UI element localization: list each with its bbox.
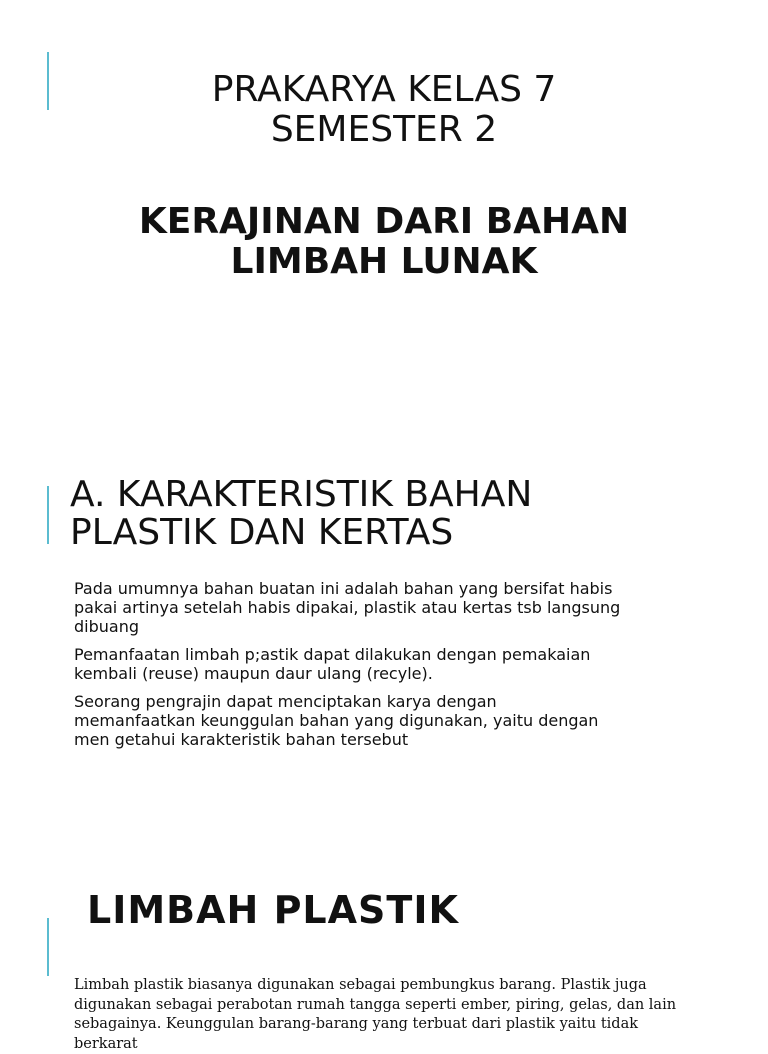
section-body — [74, 976, 694, 1054]
text-line: dibuang — [74, 617, 139, 636]
text-line: sebagainya. Keunggulan barang-barang yang terbuat dari plastik yaitu tidak berkarat — [74, 1016, 638, 1052]
section-body — [74, 579, 714, 758]
section-heading — [70, 476, 730, 552]
paragraph — [74, 579, 714, 636]
subtitle-line: LIMBAH LUNAK — [230, 241, 538, 282]
text-line: Limbah plastik biasanya digunakan sebagai pembungkus barang. Plastik juga — [74, 977, 647, 993]
text-line: Seorang pengrajin dapat menciptakan karya dengan — [74, 692, 497, 711]
subtitle-line: KERAJINAN DARI BAHAN — [138, 201, 630, 242]
accent-bar — [47, 486, 49, 544]
slide-title-heading — [0, 70, 768, 150]
slide-karakteristik — [0, 460, 768, 860]
paragraph — [74, 692, 714, 749]
slide-limbah-plastik — [0, 860, 768, 1052]
text-line: digunakan sebagai perabotan rumah tangga seperti ember, piring, gelas, dan lain — [74, 996, 677, 1013]
heading-line: A. KARAKTERISTIK BAHAN — [70, 474, 533, 515]
heading-line: PLASTIK DAN KERTAS — [70, 512, 454, 553]
text-line: Pemanfaatan limbah p;astik dapat dilakukan dengan pemakaian — [74, 645, 591, 664]
text-line: Pada umumnya bahan buatan ini adalah bahan yang bersifat habis — [74, 579, 613, 598]
paragraph — [74, 645, 714, 683]
slide-subtitle — [0, 202, 768, 282]
text-line: men getahui karakteristik bahan tersebut — [74, 730, 409, 749]
section-heading: LIMBAH PLASTIK — [87, 888, 459, 932]
text-line: memanfaatkan keunggulan bahan yang digunakan, yaitu dengan — [74, 711, 599, 730]
text-line: pakai artinya setelah habis dipakai, plastik atau kertas tsb langsung — [74, 598, 621, 617]
accent-bar — [47, 918, 49, 976]
slide-title — [0, 0, 768, 460]
text-line: kembali (reuse) maupun daur ulang (recyle). — [74, 664, 433, 683]
title-line: SEMESTER 2 — [270, 109, 498, 150]
title-line: PRAKARYA KELAS 7 — [211, 69, 557, 110]
